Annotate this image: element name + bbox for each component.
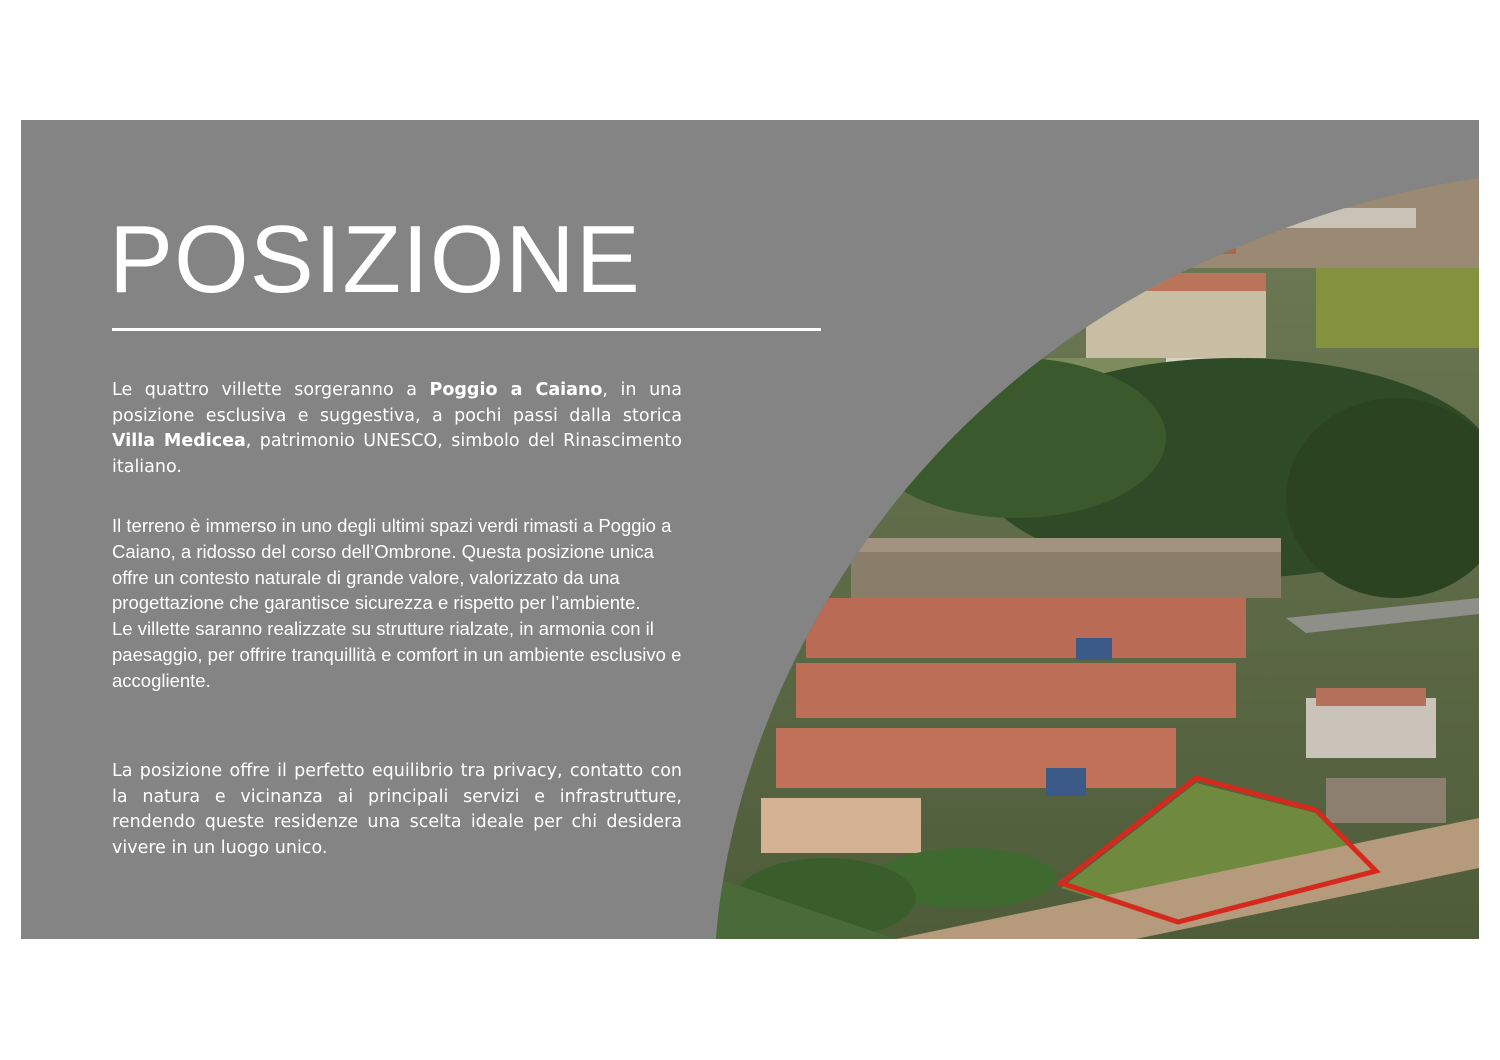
title-divider [112, 328, 821, 331]
intro-text-1: Le quattro villette sorgeranno a [112, 380, 430, 400]
land-paragraph [112, 513, 687, 694]
intro-text-2: , in una posizione esclusiva e suggestiva, a pochi passi dalla storica [112, 380, 682, 426]
page-title: POSIZIONE [109, 206, 641, 313]
content-panel [21, 120, 1479, 939]
town-name: Poggio a Caiano [429, 380, 603, 400]
villa-name: Villa Medicea [112, 431, 246, 451]
intro-paragraph [112, 378, 682, 480]
aerial-photo [716, 178, 1479, 939]
closing-paragraph: La posizione offre il perfetto equilibrio tra privacy, contatto con la natura e vicinanza ai principali servizi e infrastrutture, rendendo queste residenze una scelta ideale per chi desidera vivere in un luogo unico. [112, 761, 682, 858]
land-text-2: Le villette saranno realizzate su strutture rialzate, in armonia con il paesaggio, per offrire tranquillità e comfort in un ambiente esclusivo e accogliente. [112, 618, 682, 691]
land-text-1: Il terreno è immerso in uno degli ultimi spazi verdi rimasti a Poggio a Caiano, a ridosso del corso dell’Ombrone. Questa posizione unica offre un contesto naturale di grande valore, valorizzato da una progettazione che garantisce sicurezza e rispetto per l’ambiente. [112, 515, 672, 614]
intro-text-3: , patrimonio UNESCO, simbolo del Rinascimento italiano. [112, 431, 682, 477]
